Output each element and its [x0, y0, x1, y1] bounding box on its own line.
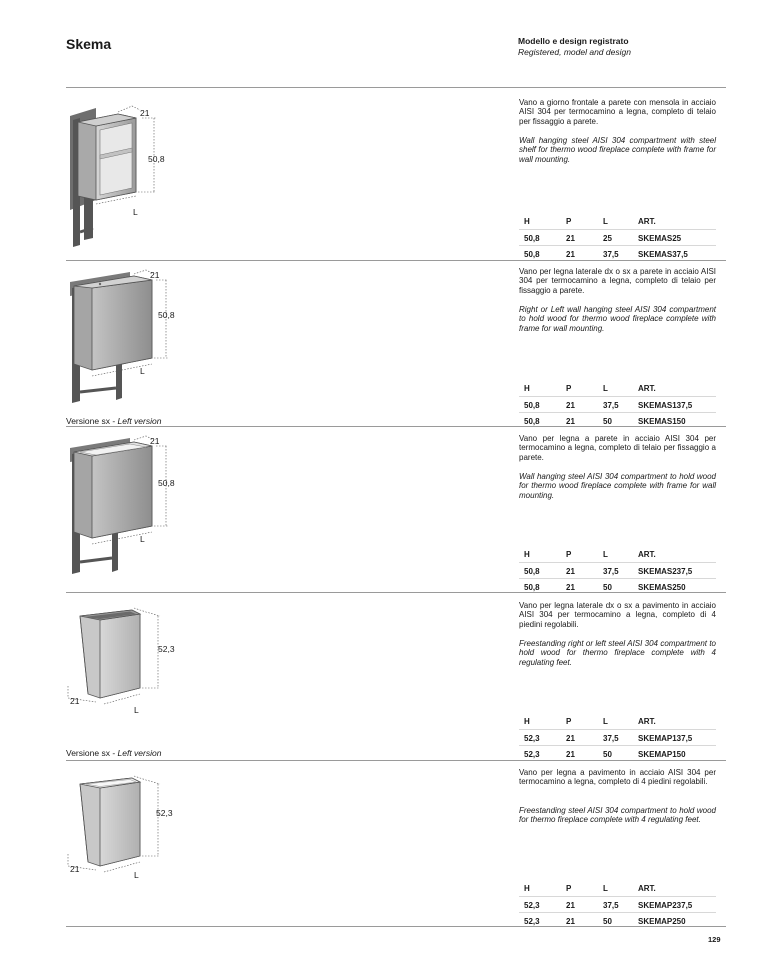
product-drawing-open-shelf — [60, 100, 180, 255]
dim-depth: 21 — [150, 270, 160, 280]
cell-h: 50,8 — [524, 583, 540, 592]
cell-l: 50 — [603, 583, 612, 592]
version-label-en: Left version — [117, 748, 162, 758]
cell-h: 52,3 — [524, 900, 540, 910]
cell-p: 21 — [566, 900, 575, 910]
cell-art: SKEMAS37,5 — [638, 250, 688, 259]
spec-header-row — [519, 713, 716, 730]
version-label-it: Versione sx — [66, 748, 110, 758]
cell-art: SKEMAP150 — [638, 750, 686, 759]
cell-p: 21 — [566, 583, 575, 592]
cell-l: 37,5 — [603, 733, 619, 743]
cell-art: SKEMAS237,5 — [638, 566, 693, 576]
cell-l: 50 — [603, 917, 612, 926]
col-h: H — [524, 384, 530, 393]
dim-length: L — [140, 366, 145, 376]
spec-header-row — [519, 213, 716, 230]
product-drawing-freestanding — [60, 768, 180, 893]
product-description-it: Vano per legna laterale dx o sx a parete in acciaio AISI 304 per termocamino a legna, completo di telaio per fissaggio a parete. — [519, 267, 716, 295]
spec-table — [519, 380, 716, 429]
dim-height: 52,3 — [158, 644, 175, 654]
col-art: ART. — [638, 217, 656, 226]
col-l: L — [603, 384, 608, 393]
dim-height: 50,8 — [158, 310, 175, 320]
dim-height: 52,3 — [156, 808, 173, 818]
cell-art: SKEMAS137,5 — [638, 400, 693, 410]
cell-l: 37,5 — [603, 900, 619, 910]
dim-length: L — [133, 207, 138, 217]
cell-art: SKEMAP137,5 — [638, 733, 693, 743]
dim-depth: 21 — [70, 696, 80, 706]
product-description-en: Freestanding steel AISI 304 compartment to hold wood for thermo fireplace complete with 4 regulating feet. — [519, 806, 716, 825]
table-row — [519, 730, 716, 747]
cell-l: 50 — [603, 750, 612, 759]
cell-l: 37,5 — [603, 250, 619, 259]
cell-h: 52,3 — [524, 917, 540, 926]
product-description-it: Vano per legna laterale dx o sx a pavimento in acciaio AISI 304 per termocamino a legna, completo di 4 piedini regolabili. — [519, 601, 716, 629]
cell-art: SKEMAS25 — [638, 233, 682, 243]
cell-p: 21 — [566, 400, 575, 410]
col-h: H — [524, 217, 530, 226]
cell-h: 50,8 — [524, 400, 540, 410]
cell-art: SKEMAP250 — [638, 917, 686, 926]
dim-depth: 21 — [150, 436, 160, 446]
table-row — [519, 913, 716, 929]
table-row — [519, 230, 716, 247]
table-row — [519, 579, 716, 595]
spec-header-row — [519, 546, 716, 563]
cell-art: SKEMAS150 — [638, 417, 686, 426]
spec-header-row — [519, 380, 716, 397]
product-drawing-side-wall — [60, 266, 180, 421]
col-l: L — [603, 884, 608, 893]
col-h: H — [524, 717, 530, 726]
spec-table — [519, 880, 716, 929]
product-drawing-freestanding-side — [60, 600, 180, 725]
col-l: L — [603, 550, 608, 559]
cell-h: 52,3 — [524, 750, 540, 759]
product-description-en: Wall hanging steel AISI 304 compartment to hold wood for thermo wood fireplace complete with frame for wall mounting. — [519, 472, 716, 500]
cell-l: 25 — [603, 233, 612, 243]
product-drawing-wall — [60, 432, 180, 587]
product-description-en: Right or Left wall hanging steel AISI 304 compartment to hold wood for thermo wood fireplace complete with frame for wall mounting. — [519, 305, 716, 333]
version-label-it: Versione sx — [66, 416, 110, 426]
divider — [66, 87, 726, 88]
product-description-it: Vano per legna a pavimento in acciaio AISI 304 per termocamino a legna, completo di 4 piedini regolabili. — [519, 768, 716, 787]
cell-h: 50,8 — [524, 417, 540, 426]
cell-art: SKEMAP237,5 — [638, 900, 693, 910]
col-h: H — [524, 550, 530, 559]
col-h: H — [524, 884, 530, 893]
col-art: ART. — [638, 717, 656, 726]
table-row — [519, 897, 716, 914]
product-description-it: Vano a giorno frontale a parete con mensola in acciaio AISI 304 per termocamino a legna, completo di telaio per fissaggio a parete. — [519, 98, 716, 126]
dim-height: 50,8 — [158, 478, 175, 488]
dim-depth: 21 — [140, 108, 150, 118]
cell-l: 37,5 — [603, 566, 619, 576]
col-art: ART. — [638, 550, 656, 559]
col-art: ART. — [638, 384, 656, 393]
version-label: Versione sx - Left version — [66, 416, 162, 426]
dim-length: L — [134, 870, 139, 880]
product-description-en: Wall hanging steel AISI 304 compartment with steel shelf for thermo wood fireplace complete with frame for wall mounting. — [519, 136, 716, 164]
product-description-it: Vano per legna a parete in acciaio AISI 304 per termocamino a legna, completo di telaio per fissaggio a parete. — [519, 434, 716, 462]
cell-p: 21 — [566, 233, 575, 243]
dim-length: L — [140, 534, 145, 544]
col-p: P — [566, 384, 572, 393]
col-p: P — [566, 717, 572, 726]
cell-p: 21 — [566, 250, 575, 259]
page-number: 129 — [708, 935, 721, 944]
spec-header-row — [519, 880, 716, 897]
cell-h: 50,8 — [524, 250, 540, 259]
col-l: L — [603, 717, 608, 726]
cell-h: 50,8 — [524, 233, 540, 243]
dim-length: L — [134, 705, 139, 715]
cell-l: 37,5 — [603, 400, 619, 410]
header-registered-it: Modello e design registrato — [518, 36, 629, 46]
cell-p: 21 — [566, 750, 575, 759]
version-label-en: Left version — [117, 416, 162, 426]
table-row — [519, 413, 716, 429]
spec-table — [519, 546, 716, 595]
cell-p: 21 — [566, 733, 575, 743]
dim-depth: 21 — [70, 864, 80, 874]
header-registered-en: Registered, model and design — [518, 47, 631, 57]
col-p: P — [566, 217, 572, 226]
product-description-en: Freestanding right or left steel AISI 304 compartment to hold wood for thermo fireplace complete with 4 regulating feet. — [519, 639, 716, 667]
table-row — [519, 246, 716, 262]
col-p: P — [566, 884, 572, 893]
cell-h: 52,3 — [524, 733, 540, 743]
cell-p: 21 — [566, 417, 575, 426]
col-l: L — [603, 217, 608, 226]
col-art: ART. — [638, 884, 656, 893]
cell-art: SKEMAS250 — [638, 583, 686, 592]
col-p: P — [566, 550, 572, 559]
spec-table — [519, 213, 716, 262]
table-row — [519, 563, 716, 580]
version-label: Versione sx - Left version — [66, 748, 162, 758]
cell-h: 50,8 — [524, 566, 540, 576]
dim-height: 50,8 — [148, 154, 165, 164]
cell-p: 21 — [566, 917, 575, 926]
spec-table — [519, 713, 716, 762]
cell-l: 50 — [603, 417, 612, 426]
page-title: Skema — [66, 36, 112, 52]
cell-p: 21 — [566, 566, 575, 576]
table-row — [519, 397, 716, 414]
table-row — [519, 746, 716, 762]
